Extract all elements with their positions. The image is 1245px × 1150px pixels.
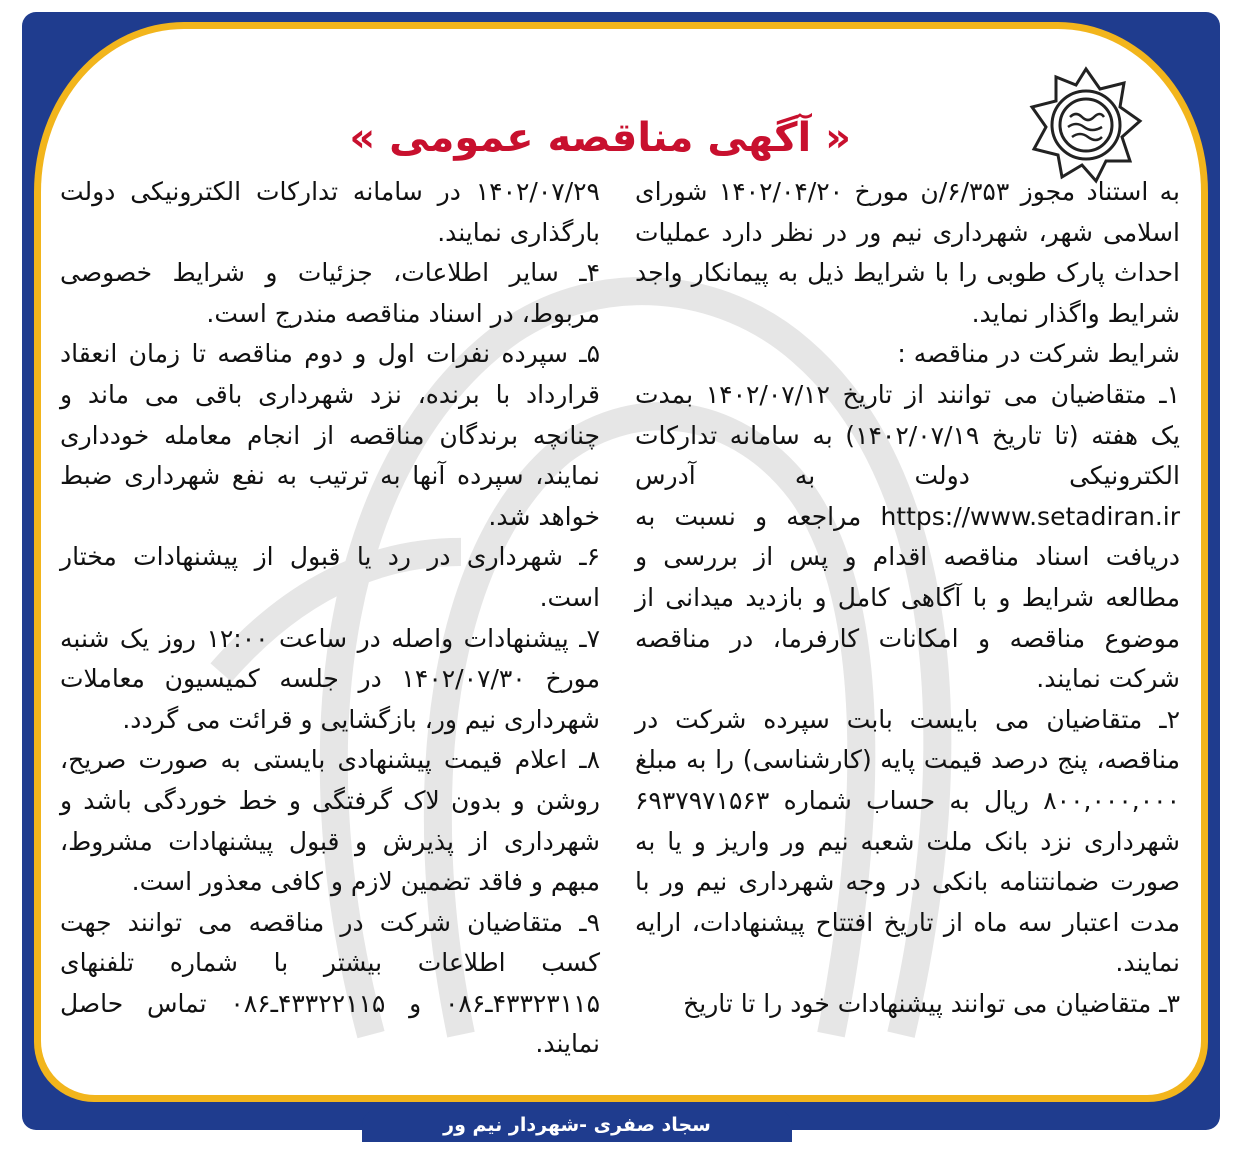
condition-6: ۶ـ شهرداری در رد یا قبول از پیشنهادات مختار است. — [60, 542, 600, 612]
condition-3-start: ۳ـ متقاضیان می توانند پیشنهادات خود را تا تاریخ — [683, 988, 1180, 1018]
right-text-column — [635, 172, 1180, 1032]
condition-9: ۹ـ متقاضیان شرکت در مناقصه می توانند جهت کسب اطلاعات بیشتر با شماره تلفنهای ۴۳۳۲۳۱۱۵ـ۰۸۶ و ۴۳۳۲۲۱۱۵ـ۰۸۶ تماس حاصل نمایند. — [60, 907, 601, 1059]
condition-8: ۸ـ اعلام قیمت پیشنهادی بایستی به صورت صریح، روشن و بدون لاک گرفتگی و خط خوردگی باشد و شهرداری از پذیرش و قبول پیشنهادات مشروط، مبهم و فاقد تضمین لازم و کافی معذور است. — [60, 745, 600, 897]
left-text-column — [60, 172, 601, 1059]
condition-1: ۱ـ متقاضیان می توانند از تاریخ ۱۴۰۲/۰۷/۱۲ بمدت یک هفته (تا تاریخ ۱۴۰۲/۰۷/۱۹) به سامانه تدارکات الکترونیکی دولت به آدرس https://www.setadiran.ir مراجعه و نسبت به دریافت اسناد مناقصه اقدام و پس از بررسی و مطالعه شرایط و با آگاهی کامل و بازدید میدانی از موضوع مناقصه و امکانات کارفرما، در مناقصه شرکت نمایند. — [635, 379, 1181, 694]
notice-title: « آگهی مناقصه عمومی » — [349, 115, 851, 161]
municipality-logo-icon — [1026, 65, 1146, 185]
intro-paragraph: به استناد مجوز ۶/۳۵۳/ن مورخ ۱۴۰۲/۰۴/۲۰ شورای اسلامی شهر، شهرداری نیم ور در نظر دارد عملیات احداث پارک طوبی را با شرایط ذیل به پیمانکار واجد شرایط واگذار نماید. — [635, 177, 1180, 328]
condition-5: ۵ـ سپرده نفرات اول و دوم مناقصه تا زمان انعقاد قرارداد با برنده، نزد شهرداری باقی می ماند و چنانچه برندگان مناقصه از انجام معامله خودداری نمایند، سپرده آنها به ترتیب به نفع شهرداری ضبط خواهد شد. — [60, 339, 600, 531]
condition-2: ۲ـ متقاضیان می بایست بابت سپرده شرکت در مناقصه، پنج درصد قیمت پایه (کارشناسی) را به مبلغ ۸۰۰,۰۰۰,۰۰۰ ریال به حساب شماره ۶۹۳۷۹۷۱۵۶۳ شهرداری نزد بانک ملت شعبه نیم ور واریز و یا به صورت ضمانتنامه بانکی در وجه شهرداری نیم ور با مدت اعتبار سه ماه از تاریخ افتتاح پیشنهادات، ارایه نمایند. — [635, 704, 1180, 978]
condition-7: ۷ـ پیشنهادات واصله در ساعت ۱۲:۰۰ روز یک شنبه مورخ ۱۴۰۲/۰۷/۳۰ در جلسه کمیسیون معاملات شهرداری نیم ور، بازگشایی و قرائت می گردد. — [60, 623, 600, 734]
condition-3-end: ۱۴۰۲/۰۷/۲۹ در سامانه تدارکات الکترونیکی دولت بارگذاری نمایند. — [60, 177, 600, 247]
signature-footer: سجاد صفری -شهردار نیم ور — [362, 1108, 792, 1142]
conditions-heading: شرایط شرکت در مناقصه : — [897, 339, 1180, 369]
condition-4: ۴ـ سایر اطلاعات، جزئیات و شرایط خصوصی مربوط، در اسناد مناقصه مندرج است. — [60, 258, 600, 328]
